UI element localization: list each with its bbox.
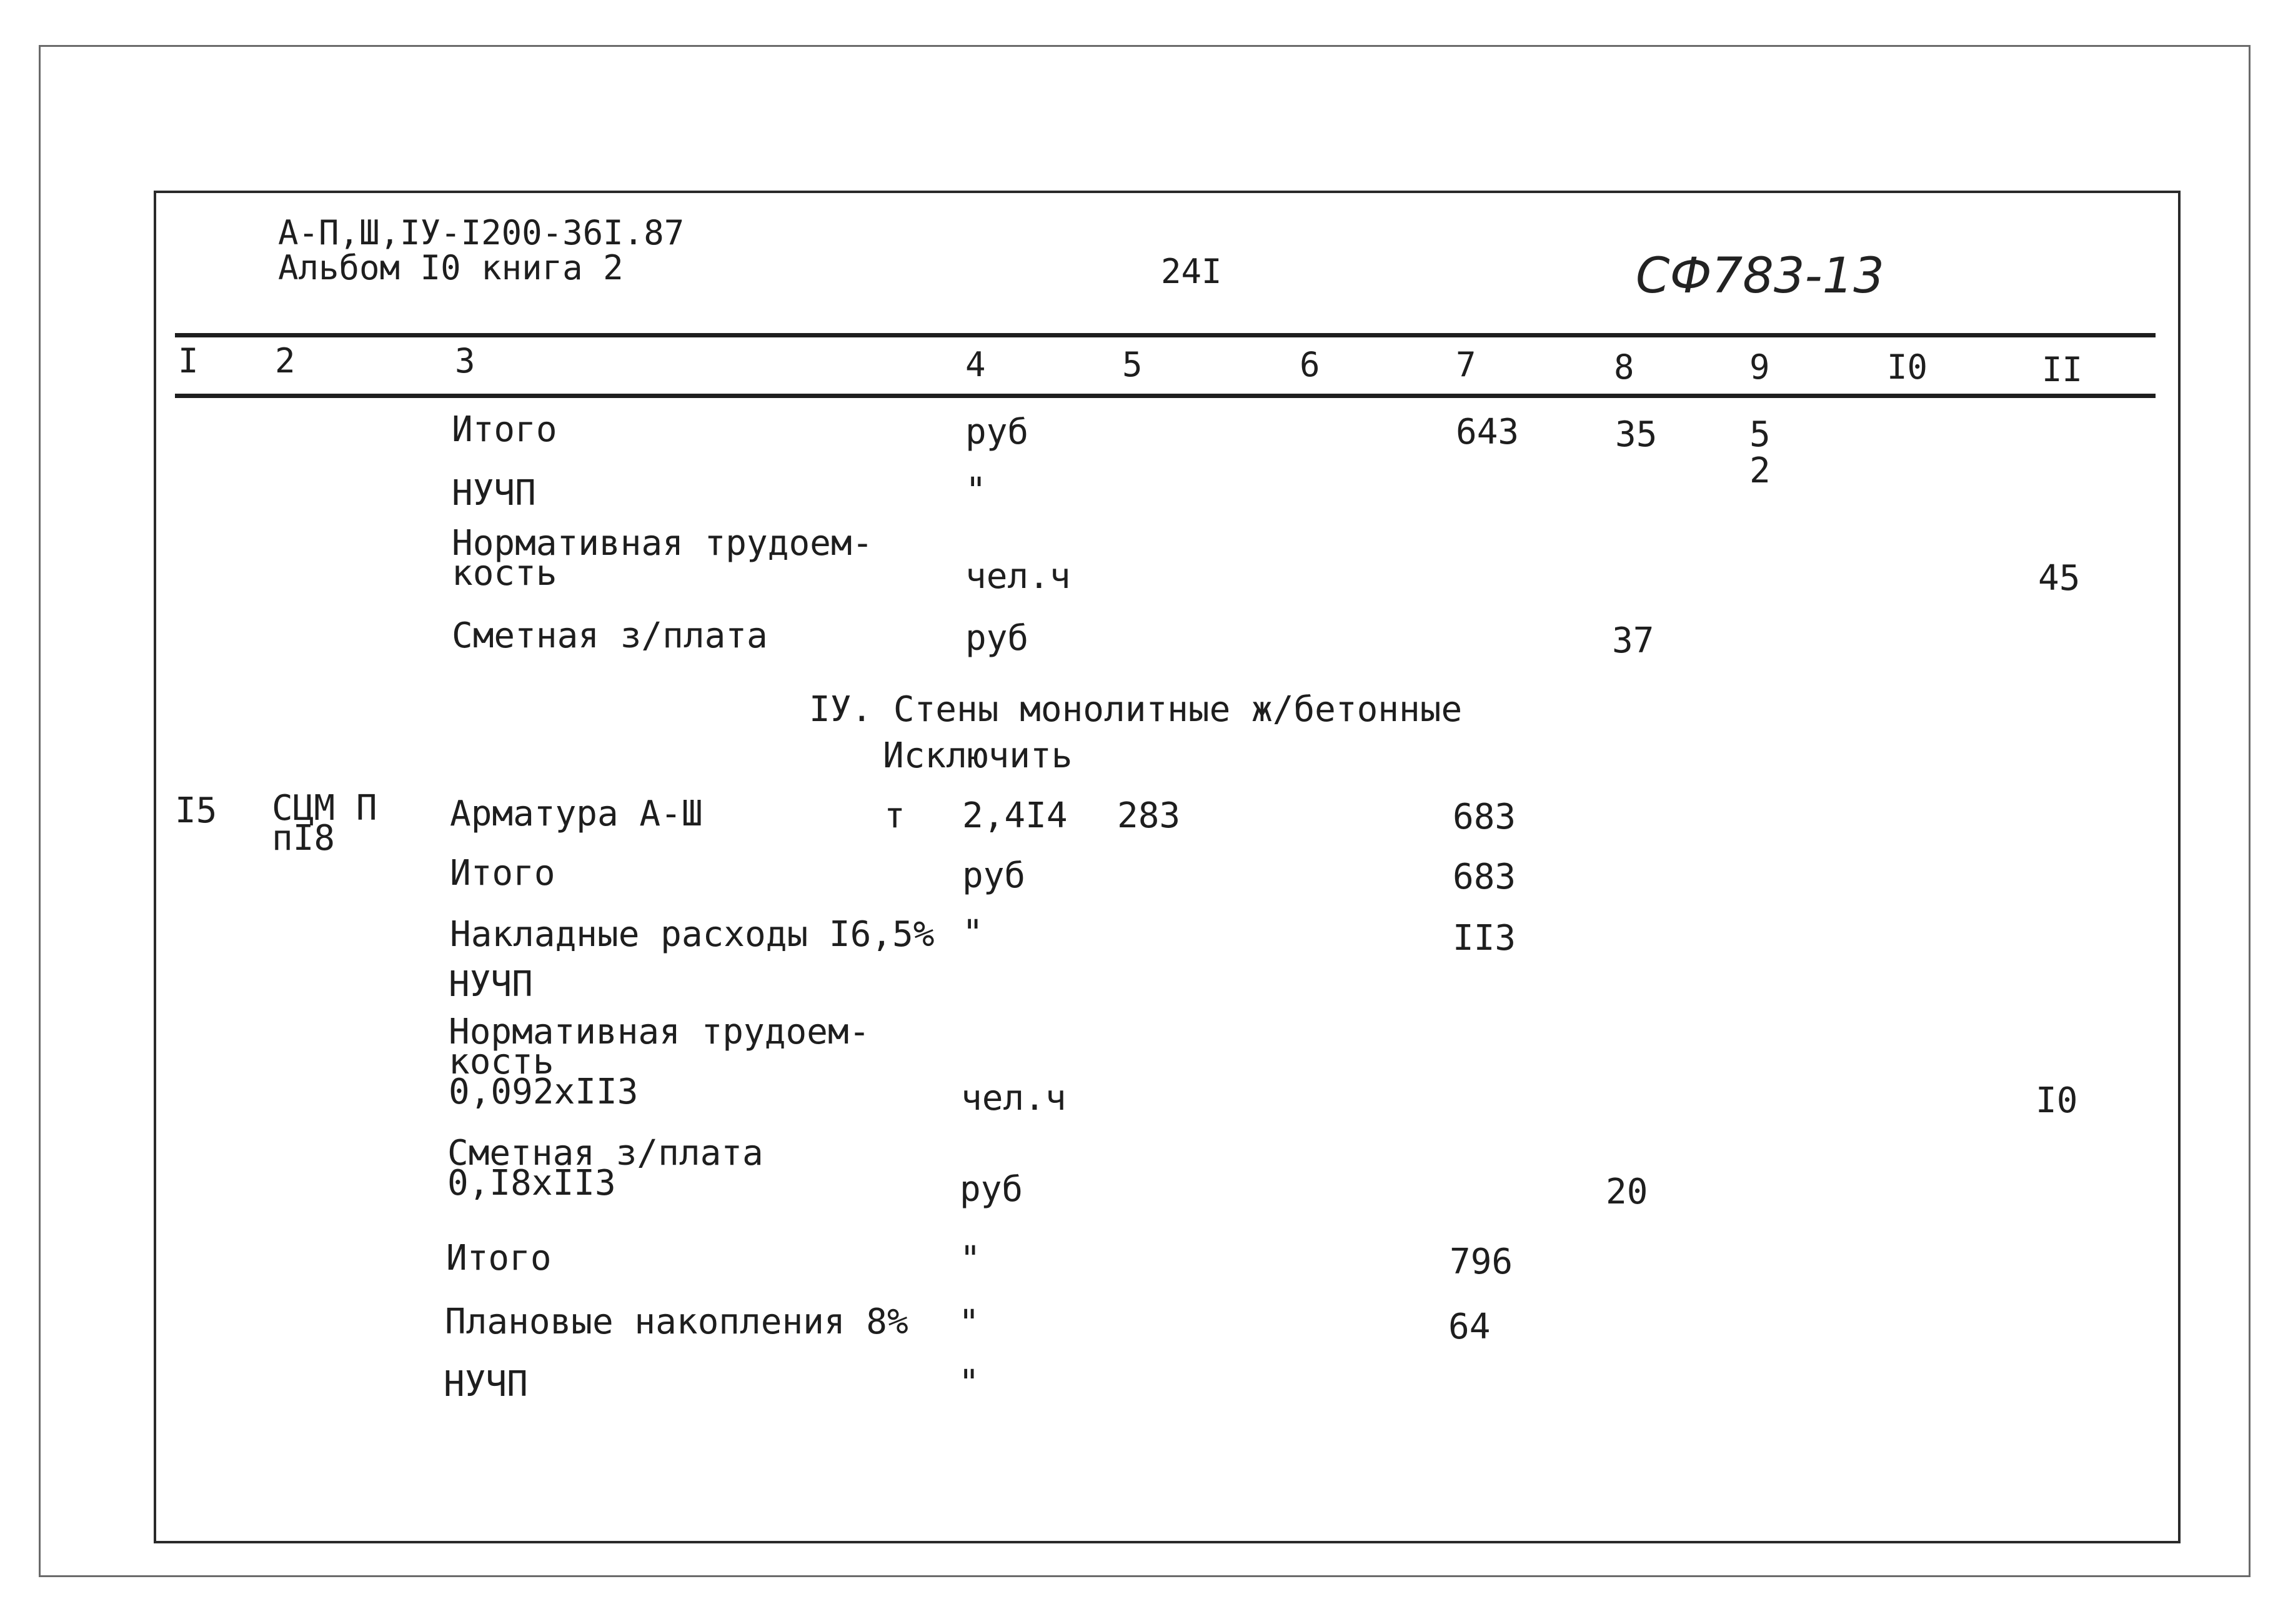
row-armatura-col4: 2,4І4 <box>962 795 1068 836</box>
row-itogo-unit: руб <box>965 412 1029 452</box>
album-label: Альбом І0 книга 2 <box>278 248 624 287</box>
row-nuchp2-unit: " <box>958 1363 980 1403</box>
column-number-2: 2 <box>275 341 296 381</box>
row-armatura-col1: І5 <box>175 790 217 831</box>
row-nuchp1-name: НУЧП <box>449 964 533 1005</box>
row-nuchp-name: НУЧП <box>452 473 536 514</box>
row-planned-col7: 64 <box>1448 1307 1491 1347</box>
column-number-11: ІІ <box>2042 350 2083 389</box>
row-labor-col11: 45 <box>2038 558 2081 599</box>
row-labor-name: Нормативная трудоем- кость <box>452 523 873 594</box>
column-number-1: І <box>178 341 199 381</box>
row-itogo1-name: Итого <box>450 853 555 894</box>
row-itogo-col8: 35 <box>1615 414 1658 455</box>
document-designation: А-П,Ш,ІУ-І200-36І.87 <box>278 213 685 252</box>
section-exclude-label: Исключить <box>883 735 1073 776</box>
row-wage-col8: 37 <box>1612 620 1654 661</box>
row-overhead-name: Накладные расходы І6,5% <box>450 914 935 955</box>
column-number-5: 5 <box>1122 345 1143 384</box>
column-number-7: 7 <box>1456 345 1476 384</box>
row-itogo-col9-bottom: 2 <box>1749 451 1771 491</box>
row-wage-unit: руб <box>965 618 1029 659</box>
row-itogo2-name: Итого <box>446 1238 552 1278</box>
row-itogo-col9-top: 5 <box>1749 414 1771 455</box>
column-number-8: 8 <box>1614 347 1634 387</box>
row-wage-name: Сметная з/плата <box>452 615 768 656</box>
row-itogo-col7: 643 <box>1456 412 1520 452</box>
column-number-4: 4 <box>965 345 986 384</box>
section-heading: ІУ. Стены монолитные ж/бетонные <box>809 689 1463 730</box>
row-wage-b-col8: 20 <box>1606 1172 1648 1212</box>
row-itogo1-unit: руб <box>962 855 1026 896</box>
row-itogo2-unit: " <box>960 1239 981 1280</box>
row-labor-unit: чел.ч <box>965 556 1071 597</box>
row-armatura-unit: т <box>884 795 905 836</box>
column-number-3: 3 <box>455 341 475 381</box>
row-armatura-name: Арматура А-Ш <box>450 794 703 834</box>
row-planned-name: Плановые накопления 8% <box>445 1302 908 1342</box>
row-itogo2-col7: 796 <box>1450 1242 1513 1282</box>
column-number-10: І0 <box>1887 347 1928 387</box>
row-overhead-unit: " <box>962 913 983 954</box>
column-number-6: 6 <box>1300 345 1320 384</box>
row-armatura-col7: 683 <box>1453 797 1516 837</box>
page-number: 24І <box>1161 252 1222 291</box>
row-itogo1-col7: 683 <box>1453 857 1516 897</box>
header-rule-top <box>175 333 2156 337</box>
header-rule-bottom <box>175 394 2156 398</box>
row-nuchp-unit: " <box>965 471 987 511</box>
row-armatura-col2: СЦМ П пІ8 <box>272 788 377 859</box>
column-number-9: 9 <box>1749 347 1770 387</box>
row-wage-b-unit: руб <box>960 1169 1023 1210</box>
row-nuchp2-name: НУЧП <box>444 1364 528 1405</box>
row-overhead-col7: ІІ3 <box>1453 918 1516 959</box>
row-planned-unit: " <box>958 1303 980 1343</box>
row-wage-b-name: Сметная з/плата 0,І8хІІ3 <box>447 1133 763 1203</box>
row-labor-b-name: Нормативная трудоем- кость 0,092хІІ3 <box>449 1012 870 1112</box>
row-labor-b-col11: І0 <box>2036 1080 2078 1121</box>
row-itogo-name: Итого <box>452 409 557 450</box>
row-armatura-col5: 283 <box>1117 795 1181 836</box>
row-labor-b-unit: чел.ч <box>961 1078 1067 1118</box>
handwritten-stamp: СФ783-13 <box>1636 248 1884 304</box>
